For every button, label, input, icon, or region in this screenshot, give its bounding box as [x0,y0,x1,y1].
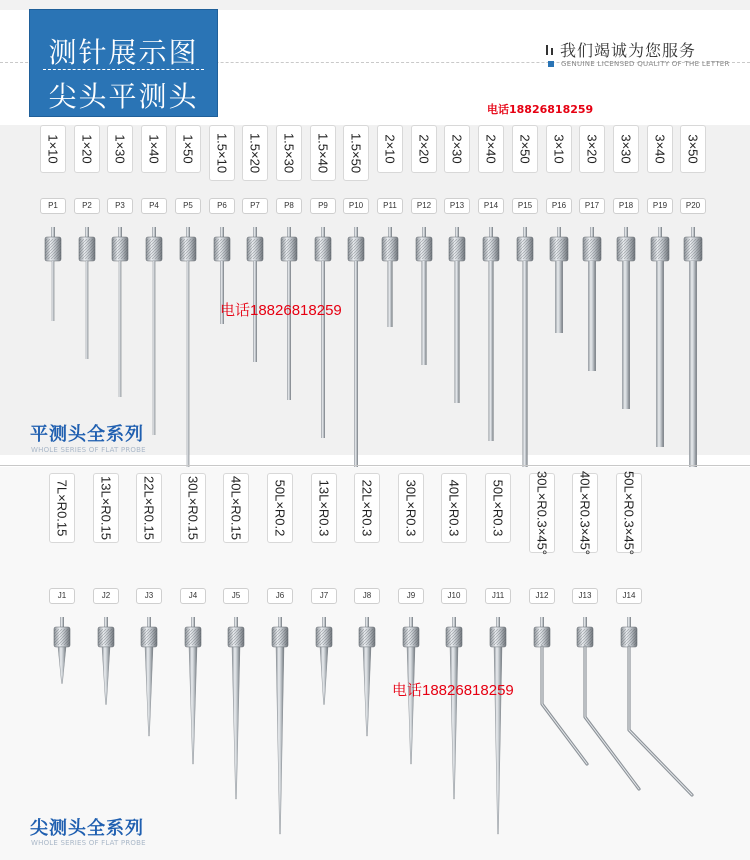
point-size-label [572,473,598,553]
flat-size-label [209,125,235,181]
flat-probe-P11 [375,227,405,333]
flat-code-label: P2 [74,198,100,214]
point-size-text: 50L×R0.2 [272,479,288,537]
point-size-label [93,473,119,543]
flat-size-text: 1×20 [79,134,95,164]
flat-probe-panel [0,125,750,455]
flat-size-text: 1×40 [146,134,162,164]
flat-probe-P3 [105,227,135,403]
point-size-label [485,473,511,543]
point-code-label: J7 [311,588,337,604]
point-size-label [398,473,424,543]
flat-probe-P17 [577,227,607,377]
point-size-label [136,473,162,543]
point-size-text: 7L×R0.15 [54,479,70,537]
point-probe-J5 [221,617,251,809]
point-size-text: 13L×R0.15 [98,476,114,540]
badge-title: 测针展示图 [48,36,199,69]
flat-probe-P14 [476,227,506,447]
flat-size-text: 2×40 [483,134,499,164]
flat-code-label: P20 [680,198,706,214]
flat-code-label: P18 [613,198,639,214]
flat-size-label [40,125,66,173]
point-size-text: 40L×R0.3×45° [577,471,593,555]
flat-size-text: 1×50 [180,134,196,164]
flat-size-text: 2×50 [517,134,533,164]
point-size-text: 22L×R0.3 [359,479,375,537]
flat-size-text: 1.5×50 [348,132,364,174]
flat-probe-P16 [544,227,574,339]
flat-code-label: P9 [310,198,336,214]
flat-code-label: P11 [377,198,403,214]
point-size-label [180,473,206,543]
point-size-label [441,473,467,543]
point-code-label: J12 [529,588,555,604]
point-size-text: 50L×R0.3×45° [621,471,637,555]
brand-dot-icon [548,61,554,67]
flat-probe-P1 [38,227,68,327]
flat-size-label [74,125,100,173]
point-probe-J14 [614,617,734,797]
point-code-label: J5 [223,588,249,604]
flat-size-label [107,125,133,173]
point-code-label: J3 [136,588,162,604]
flat-series-subtitle: WHOLE SERIES OF FLAT PROBE [31,446,146,454]
point-size-label [267,473,293,543]
flat-size-label [141,125,167,173]
flat-size-label [242,125,268,181]
phone-watermark-point: 电话18826818259 [392,682,514,699]
phone-watermark-flat: 电话18826818259 [220,302,342,319]
point-probe-J11 [483,617,513,844]
flat-size-label [647,125,673,173]
flat-size-label [613,125,639,173]
point-size-text: 30L×R0.3 [403,479,419,537]
flat-size-text: 1×10 [45,134,61,164]
flat-probe-P13 [442,227,472,409]
flat-size-label [377,125,403,173]
flat-size-text: 3×50 [685,134,701,164]
flat-probe-P20 [678,227,708,491]
flat-probe-P19 [645,227,675,453]
flat-size-text: 2×10 [382,134,398,164]
flat-size-label [546,125,572,173]
point-size-label [223,473,249,543]
flat-probe-P10 [341,227,371,482]
flat-code-label: P6 [209,198,235,214]
flat-probe-P5 [173,227,203,479]
point-series-subtitle: WHOLE SERIES OF FLAT PROBE [31,839,146,847]
flat-code-label: P19 [647,198,673,214]
flat-probe-P4 [139,227,169,441]
point-code-label: J10 [441,588,467,604]
flat-probe-P12 [409,227,439,371]
point-code-label: J14 [616,588,642,604]
flat-size-text: 3×30 [618,134,634,164]
flat-size-text: 3×40 [652,134,668,164]
title-badge [29,9,218,117]
flat-size-label [512,125,538,173]
point-code-label: J2 [93,588,119,604]
section-divider [0,465,750,466]
flat-size-label [579,125,605,173]
point-probe-J7 [309,617,339,715]
point-size-text: 40L×R0.15 [228,476,244,540]
point-probe-panel [0,467,750,860]
badge-subtitle: 尖头平测头 [48,80,199,113]
point-code-label: J11 [485,588,511,604]
service-slogan-en: GENUINE LICENSED QUALITY OF THE LETTER [561,60,730,68]
flat-probe-P7 [240,227,270,368]
point-code-label: J1 [49,588,75,604]
point-size-label [616,473,642,553]
flat-size-label [343,125,369,181]
flat-size-text: 1.5×40 [315,132,331,174]
point-code-label: J13 [572,588,598,604]
flat-code-label: P10 [343,198,369,214]
point-size-text: 13L×R0.3 [316,479,332,537]
point-probe-J3 [134,617,164,746]
flat-code-label: P7 [242,198,268,214]
point-size-label [49,473,75,543]
flat-size-text: 2×30 [449,134,465,164]
flat-probe-P15 [510,227,540,485]
flat-code-label: P14 [478,198,504,214]
point-size-label [311,473,337,543]
flat-code-label: P16 [546,198,572,214]
flat-size-text: 1×30 [112,134,128,164]
point-probe-J10 [439,617,469,809]
point-code-label: J6 [267,588,293,604]
flat-size-text: 2×20 [416,134,432,164]
service-slogan: 我们竭诚为您服务 [560,41,697,60]
phone-top: 电话18826818259 [487,103,594,116]
flat-code-label: P4 [141,198,167,214]
flat-size-label [310,125,336,181]
flat-code-label: P3 [107,198,133,214]
flat-size-label [444,125,470,173]
point-size-label [354,473,380,543]
flat-code-label: P12 [411,198,437,214]
point-code-label: J4 [180,588,206,604]
point-probe-J8 [352,617,382,746]
point-probe-J4 [178,617,208,774]
point-code-label: J9 [398,588,424,604]
flat-size-label [478,125,504,173]
flat-probe-P2 [72,227,102,365]
point-code-label: J8 [354,588,380,604]
point-probe-J1 [47,617,77,694]
flat-size-text: 1.5×30 [281,132,297,174]
flat-code-label: P15 [512,198,538,214]
flat-probe-P9 [308,227,338,444]
flat-series-title: 平测头全系列 [30,424,144,445]
brand-mark-icon [546,45,554,55]
point-size-text: 22L×R0.15 [141,476,157,540]
point-series-title: 尖测头全系列 [30,818,144,839]
flat-code-label: P5 [175,198,201,214]
flat-code-label: P1 [40,198,66,214]
point-probe-J6 [265,617,295,844]
point-size-text: 50L×R0.3 [490,479,506,537]
point-size-text: 40L×R0.3 [446,479,462,537]
flat-size-text: 3×10 [551,134,567,164]
point-size-text: 30L×R0.15 [185,476,201,540]
flat-size-text: 3×20 [584,134,600,164]
point-size-text: 30L×R0.3×45° [534,471,550,555]
point-size-label [529,473,555,553]
flat-probe-P18 [611,227,641,415]
flat-code-label: P17 [579,198,605,214]
flat-size-label [276,125,302,181]
flat-code-label: P13 [444,198,470,214]
flat-size-label [175,125,201,173]
flat-code-label: P8 [276,198,302,214]
badge-divider [43,69,204,70]
flat-size-text: 1.5×10 [214,132,230,174]
flat-size-label [680,125,706,173]
flat-size-text: 1.5×20 [247,132,263,174]
flat-size-label [411,125,437,173]
point-probe-J2 [91,617,121,715]
